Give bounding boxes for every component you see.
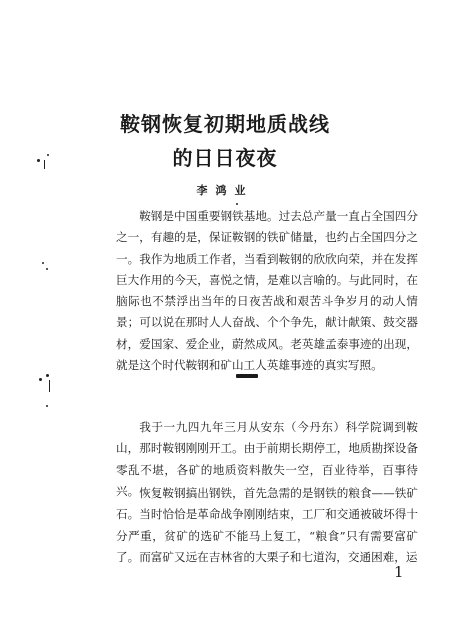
author-name: 李鸿业	[196, 184, 254, 197]
body-paragraph: 恢复鞍钢搞出钢铁，首先急需的是钢铁的粮食——铁矿石。当时恰恰是革命战争刚刚结束，工厂和交通被破坏得十分严重，贫矿的选矿不能马上复工，“粮食”只有需要富矿了。而富矿又远在吉林省的大栗子和七道沟，交通困难，运	[116, 486, 418, 564]
margin-speck	[236, 203, 238, 205]
margin-speck	[42, 262, 44, 264]
page-number: 1	[394, 563, 404, 581]
body-paragraph: 鞍钢是中国重要钢铁基地。过去总产量一直占全国四分之一，有趣的是，保证鞍钢的铁矿储量，也约占全国四分之一。我作为地质工作者，当看到鞍钢的欣欣向荣，并在发挥巨大作用的今天，喜悦之情，是难以言喻的。与此同时，在脑际也不禁浮出当年的日夜苦战和艰苦斗争岁月的动人情景；可以说在那时人人奋战、个个争先，献计献策、鼓交器材，爱国家、爱企业，蔚然成风。老英雄孟泰事迹的出现，就是这个时代鞍钢和矿山工人英雄事迹的真实写照。	[116, 209, 418, 373]
section-heading	[236, 374, 258, 378]
margin-speck	[39, 378, 42, 381]
margin-speck	[49, 380, 50, 392]
margin-speck	[46, 268, 48, 270]
margin-speck	[46, 405, 48, 407]
article-title-line2: 的日日夜夜	[172, 146, 278, 170]
body-paragraph: 我于一九四九年三月从安东（今丹东）科学院调到鞍山，那时鞍钢刚刚开工。由于前期长期停工，地质勘探设备零乱不堪，各矿的地质资料散失一空，百业待举，百事待兴。	[116, 420, 418, 498]
margin-speck	[46, 374, 49, 377]
article-title-line1: 鞍钢恢复初期地质战线	[120, 112, 330, 136]
